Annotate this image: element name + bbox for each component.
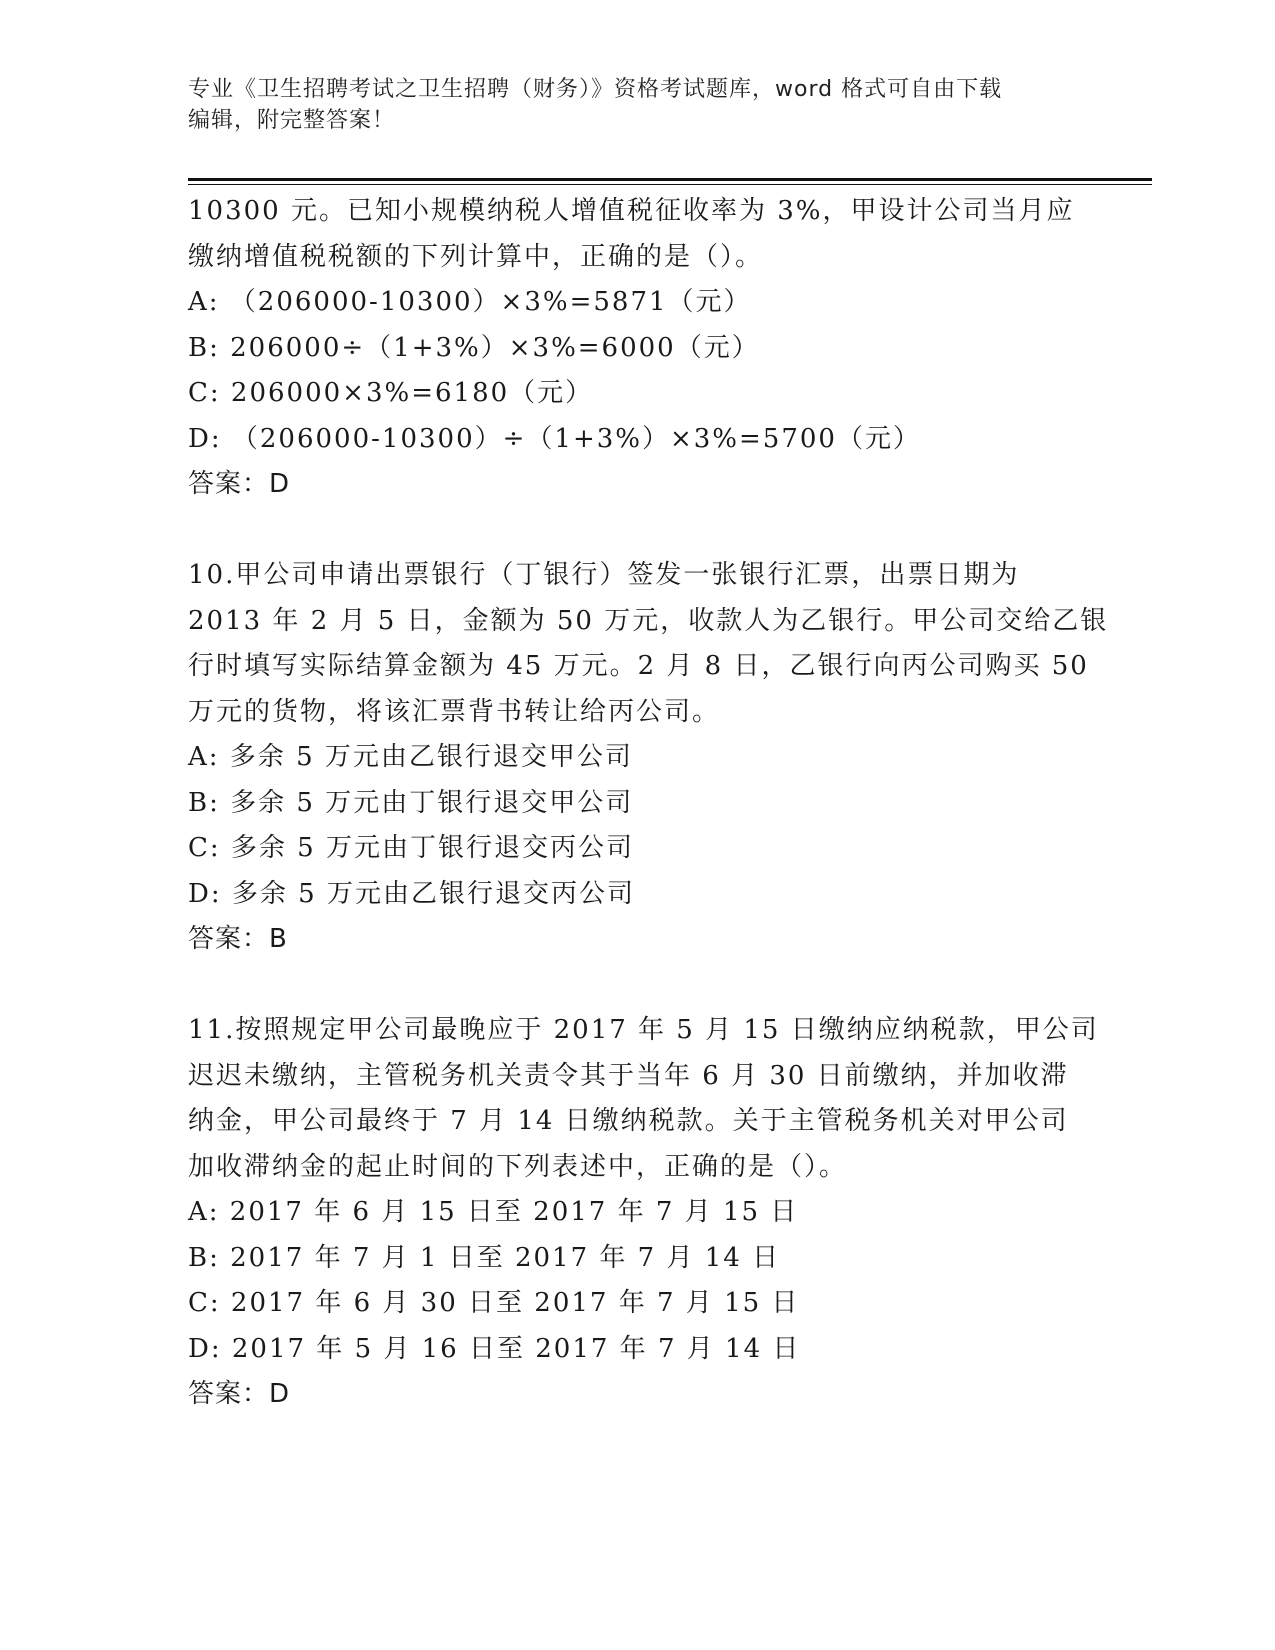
option-b: B: 206000÷（1+3%）×3%=6000（元） [188, 332, 760, 363]
option-c: C: 多余 5 万元由丁银行退交丙公司 [188, 833, 634, 863]
question-stem-line: 缴纳增值税税额的下列计算中，正确的是（）。 [188, 241, 764, 272]
option-a: A: 2017 年 6 月 15 日至 2017 年 7 月 15 日 [188, 1197, 799, 1227]
page-header [188, 74, 1088, 136]
question-10 [188, 553, 1109, 963]
option-d: D: （206000-10300）÷（1+3%）×3%=5700（元） [188, 423, 921, 454]
option-d: D: 2017 年 5 月 16 日至 2017 年 7 月 14 日 [188, 1333, 801, 1364]
question-stem-line: 11.按照规定甲公司最晚应于 2017 年 5 月 15 日缴纳应纳税款，甲公司 [188, 1015, 1099, 1045]
answer-line: 答案：B [188, 924, 288, 954]
option-a: A: （206000-10300）×3%=5871（元） [188, 287, 752, 317]
document-body [188, 189, 1109, 1418]
option-c: C: 2017 年 6 月 30 日至 2017 年 7 月 15 日 [188, 1288, 800, 1318]
question-stem-line: 加收滞纳金的起止时间的下列表述中，正确的是（）。 [188, 1151, 848, 1182]
question-stem-line: 10.甲公司申请出票银行（丁银行）签发一张银行汇票，出票日期为 [188, 560, 1020, 590]
header-divider-thin [188, 184, 1152, 185]
option-b: B: 多余 5 万元由丁银行退交甲公司 [188, 787, 634, 818]
question-stem-line: 2013 年 2 月 5 日，金额为 50 万元，收款人为乙银行。甲公司交给乙银 [188, 605, 1109, 636]
answer-line: 答案：D [188, 1379, 291, 1409]
option-b: B: 2017 年 7 月 1 日至 2017 年 7 月 14 日 [188, 1242, 781, 1273]
header-line-2: 编辑，附完整答案！ [188, 108, 396, 133]
question-stem-line: 迟迟未缴纳，主管税务机关责令其于当年 6 月 30 日前缴纳，并加收滞 [188, 1060, 1069, 1091]
option-d: D: 多余 5 万元由乙银行退交丙公司 [188, 878, 635, 909]
question-11 [188, 1008, 1099, 1418]
question-stem-line: 10300 元。已知小规模纳税人增值税征收率为 3%，甲设计公司当月应 [188, 196, 1075, 226]
spacer [188, 508, 1088, 554]
question-stem-line: 万元的货物，将该汇票背书转让给丙公司。 [188, 696, 721, 727]
option-a: A: 多余 5 万元由乙银行退交甲公司 [188, 742, 633, 772]
answer-line: 答案：D [188, 469, 291, 499]
question-stem-line: 行时填写实际结算金额为 45 万元。2 月 8 日，乙银行向丙公司购买 50 [188, 651, 1089, 681]
question-stem-line: 纳金，甲公司最终于 7 月 14 日缴纳税款。关于主管税务机关对甲公司 [188, 1106, 1069, 1136]
header-divider-thick [188, 178, 1152, 181]
spacer [188, 963, 1088, 1009]
header-line-1: 专业《卫生招聘考试之卫生招聘（财务）》资格考试题库，word 格式可自由下载 [188, 77, 1003, 102]
option-c: C: 206000×3%=6180（元） [188, 378, 594, 408]
question-9 [188, 189, 1088, 508]
